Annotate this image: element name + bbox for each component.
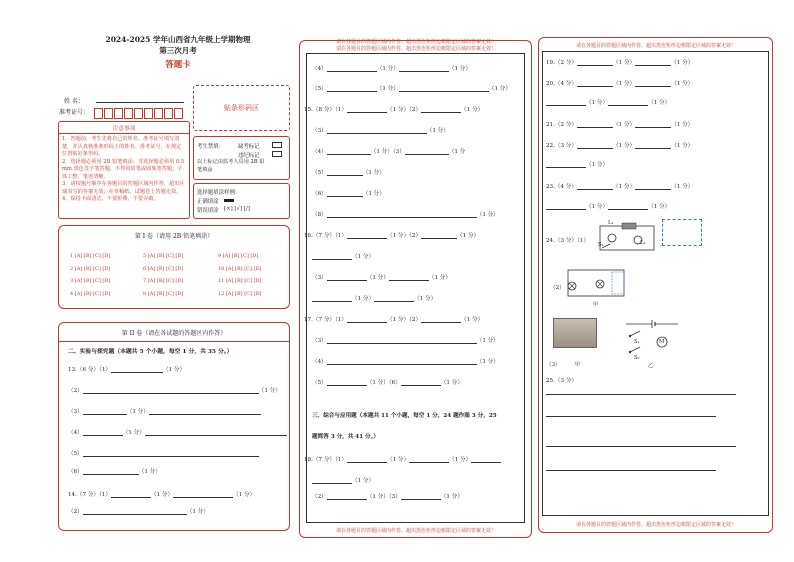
q24-circuit-1 — [592, 220, 662, 256]
violation-checkbox[interactable] — [272, 151, 282, 157]
answer-row-16-1b[interactable]: （1 分） — [312, 252, 374, 260]
q24-circuit-2 — [562, 266, 630, 302]
answer-row-13-3[interactable]: （3） （1 分） — [68, 407, 261, 415]
barcode-area — [193, 85, 290, 131]
part1-title: 第 I 卷（请用 2B 铅笔填涂） — [134, 233, 214, 240]
answer-row-15-4[interactable]: （4） （1 分）（3） （1 分 — [312, 149, 466, 155]
notice-item: 1．答题前，考生先将自己的姓名、准考证号填写清楚，并认真核准条形码上的姓名、准考证号，在规定位置贴好条形码。 — [62, 136, 182, 158]
choice-row[interactable]: 11 [A] [B] [C] [D] — [218, 278, 262, 284]
status-label: 考生禁填： — [197, 144, 224, 150]
correct-fill-mark — [224, 199, 234, 202]
answer-row-22[interactable]: 22.（3 分） （1 分） （1 分） — [546, 143, 694, 149]
notice-item: 4．保持卡面清洁，不要折叠、不要弄破。 — [62, 196, 159, 203]
status-note: 以上标记由监考人员用 2B 铅笔填涂 — [197, 159, 265, 173]
answer-row-13-4[interactable]: （4） （1 分） — [68, 428, 287, 436]
answer-row-21[interactable]: 21.（2 分） （1 分） （1 分） — [546, 122, 694, 128]
section3-heading-a: 三、综合与应用题（本题共 11 个小题，每空 1 分，24 题作图 3 分，25 — [312, 413, 497, 419]
label-jia-2: 甲 — [575, 362, 581, 368]
warning-right-top: 请在各题目的答题区域内作答，超出黑色矩形边框限定区域的答案无效！ — [575, 43, 736, 49]
section2-heading: 二、实验与探究题（本题共 5 个小题，每空 1 分，共 35 分。） — [68, 349, 233, 355]
answer-row-18-1[interactable]: 18.（7 分）（1） （1 分） （1 分） — [304, 455, 501, 463]
answer-row-16-3[interactable]: （3） （1 分） （1 分） — [312, 275, 451, 281]
choice-col-1[interactable] — [70, 250, 110, 300]
choice-row[interactable]: 2 [A] [B] [C] [D] — [70, 265, 111, 272]
answer-row-15-1[interactable]: 15.（8 分）（1） （1 分）（2） （1 分） — [304, 107, 484, 113]
answer-row-13-2[interactable]: （2） （1 分） — [68, 388, 281, 394]
exam-subtitle: 第三次月考 — [159, 46, 197, 55]
answer-row-15-5[interactable]: （5） （1 分） — [312, 170, 385, 176]
answer-row-13-1[interactable]: 13.（6 分）（1） （1 分） — [68, 367, 186, 373]
answer-row-19[interactable]: 19.（2 分） （1 分） （1 分） — [546, 60, 694, 66]
answer-row-17-5[interactable]: （5） （1 分）（6） （1 分） — [312, 380, 463, 386]
answer-row-15-8[interactable]: （8） （1 分） — [312, 212, 499, 218]
label-jia-1: 甲 — [593, 302, 599, 308]
correct-fill-label: 正确填涂 — [197, 199, 219, 205]
choice-row[interactable]: 3 [A] [B] [C] [D] — [70, 278, 111, 284]
warning-top: 请在各题目的答题区域内作答，超出黑色矩形边框限定区域的答案无效！ — [335, 39, 496, 45]
notice-title: 注意事项 — [59, 122, 189, 134]
answer-row-18-1b[interactable]: （1 分） — [312, 476, 374, 484]
fill-example-title: 选择题填涂样例： — [197, 190, 241, 196]
warning-mid-bottom: 请在各题目的答题区域内作答，超出黑色矩形边框限定区域的答案无效！ — [335, 528, 496, 534]
notice-box — [58, 121, 190, 219]
violation-label: 违纪标记 — [238, 153, 260, 159]
answer-row-13-5[interactable]: （5） — [68, 449, 259, 457]
q24-drawing-box[interactable] — [662, 219, 702, 246]
part2-title: 第 II 卷（请在各试题的答题区内作答） — [121, 330, 227, 337]
q24-circuit-3 — [622, 316, 682, 366]
label-S2: S₂ — [634, 355, 640, 361]
label-S1-b: S₁ — [634, 339, 640, 345]
answer-row-22b[interactable]: （1 分） — [546, 160, 608, 168]
warning-right-bottom: 请在各题目的答题区域内作答，超出黑色矩形边框限定区域的答案无效！ — [575, 522, 736, 528]
q25-answer-line-4[interactable] — [546, 470, 716, 471]
q25-answer-line-1[interactable] — [546, 394, 736, 395]
q25-label: 25.（3 分） — [546, 378, 578, 384]
answer-row-16-1[interactable]: 16.（7 分）（1） （1 分）（2） （1 分） — [304, 233, 480, 239]
q24-3-label: （3） — [546, 362, 561, 368]
answer-row-17-1[interactable]: 17.（7 分）（1） （1 分）（2） （1 分） — [304, 317, 484, 323]
answer-row-14-1[interactable]: 14.（7 分）（1） （1 分） （1 分） — [68, 492, 256, 498]
answer-row-17-3[interactable]: （3） （1 分） — [312, 338, 499, 344]
choice-row[interactable]: 9 [A] [B] [C] [D] — [218, 253, 259, 259]
choice-col-2[interactable] — [143, 250, 183, 300]
choice-col-3[interactable] — [218, 250, 261, 300]
label-S1: S₁ — [598, 242, 604, 248]
answer-row-18-2[interactable]: （2） （1 分）（3） （1 分） — [312, 494, 463, 500]
fill-example-box — [193, 183, 290, 219]
q25-answer-line-3[interactable] — [546, 446, 736, 447]
name-label: 姓 名： — [64, 98, 84, 105]
exam-status-box — [193, 136, 290, 180]
ticket-label: 准考证号： — [59, 109, 90, 116]
answer-row-17-4[interactable]: （4） （1 分） — [312, 359, 499, 365]
warning-mid-top: 请在各题目的答题区域内作答，超出黑色矩形边框限定区域的答案无效！ — [335, 46, 496, 52]
label-M: M — [659, 339, 665, 345]
choice-row[interactable]: 4 [A] [B] [C] [D] — [70, 290, 111, 297]
answer-row-14-5[interactable]: （5） （1 分） （1 分） — [312, 86, 511, 92]
exam-title: 2024-2025 学年山西省九年级上学期物理 — [105, 35, 251, 44]
answer-row-15-3[interactable]: （3） （1 分） — [312, 128, 449, 134]
choice-row[interactable]: 1 [A] [B] [C] [D] — [70, 253, 111, 259]
answer-row-14-4[interactable]: （4） （1 分） （1 分） — [312, 66, 471, 72]
notice-item: 3．请按题号顺序在各题目的答题区域内作答，超出区域书写的答案无效；在草稿纸、试题卷上答题无效。 — [62, 181, 185, 195]
q24-label: 24.（3 分）（1） — [546, 238, 589, 244]
answer-row-13-6[interactable]: （6） （1 分） — [68, 469, 161, 475]
answer-row-16-3b[interactable]: （1 分） （1 分） — [312, 294, 436, 302]
answer-row-20[interactable]: 20.（4 分） （1 分） （1 分） — [546, 81, 694, 87]
photo-figure — [553, 318, 597, 348]
label-L2: L₂ — [640, 240, 646, 246]
notice-item: 2．选择题必须用 2B 铅笔填涂；非选择题必须用 0.5 mm 黑色签字笔答题，不得用铅笔或圆珠笔答题；字体工整、笔迹清晰。 — [62, 158, 185, 180]
choice-row[interactable]: 5 [A] [B] [C] [D] — [143, 253, 184, 259]
choice-row[interactable]: 6 [A] [B] [C] [D] — [143, 265, 184, 272]
label-L1: L₁ — [608, 220, 614, 226]
answer-row-20b[interactable]: （1 分） （1 分） — [546, 98, 670, 106]
absent-checkbox[interactable] — [272, 142, 282, 148]
answer-row-23b[interactable]: （1 分） （1 分） — [546, 202, 670, 210]
answer-row-15-6[interactable]: （6） （1 分） — [312, 191, 385, 197]
q24-2-label: （2） — [550, 285, 565, 291]
middle-inner-border — [306, 53, 525, 523]
q25-answer-line-2[interactable] — [546, 416, 716, 417]
choice-row[interactable]: 8 [A] [B] [C] [D] — [143, 290, 184, 297]
choice-row[interactable]: 12 [A] [B] [C] [D] — [218, 290, 262, 297]
wrong-fill-label: 错误填涂 — [197, 208, 219, 214]
wrong-fill-marks: [×] [√] [/] — [224, 206, 250, 212]
choice-row[interactable]: 10 [A] [B] [C] [D] — [218, 265, 262, 272]
barcode-label: 贴条形码区 — [224, 104, 259, 112]
absent-label: 缺考标记 — [238, 144, 260, 150]
answer-row-14-2[interactable]: （2） （1 分） — [68, 509, 209, 515]
answer-row-23[interactable]: 23.（4 分） （1 分） （1 分） — [546, 184, 694, 190]
label-yi: 乙 — [648, 363, 654, 369]
name-field[interactable] — [96, 102, 184, 103]
card-title: 答题卡 — [165, 60, 191, 70]
section3-heading-b: 题简答 3 分，共 41 分。） — [312, 434, 380, 440]
choice-row[interactable]: 7 [A] [B] [C] [D] — [143, 278, 184, 284]
